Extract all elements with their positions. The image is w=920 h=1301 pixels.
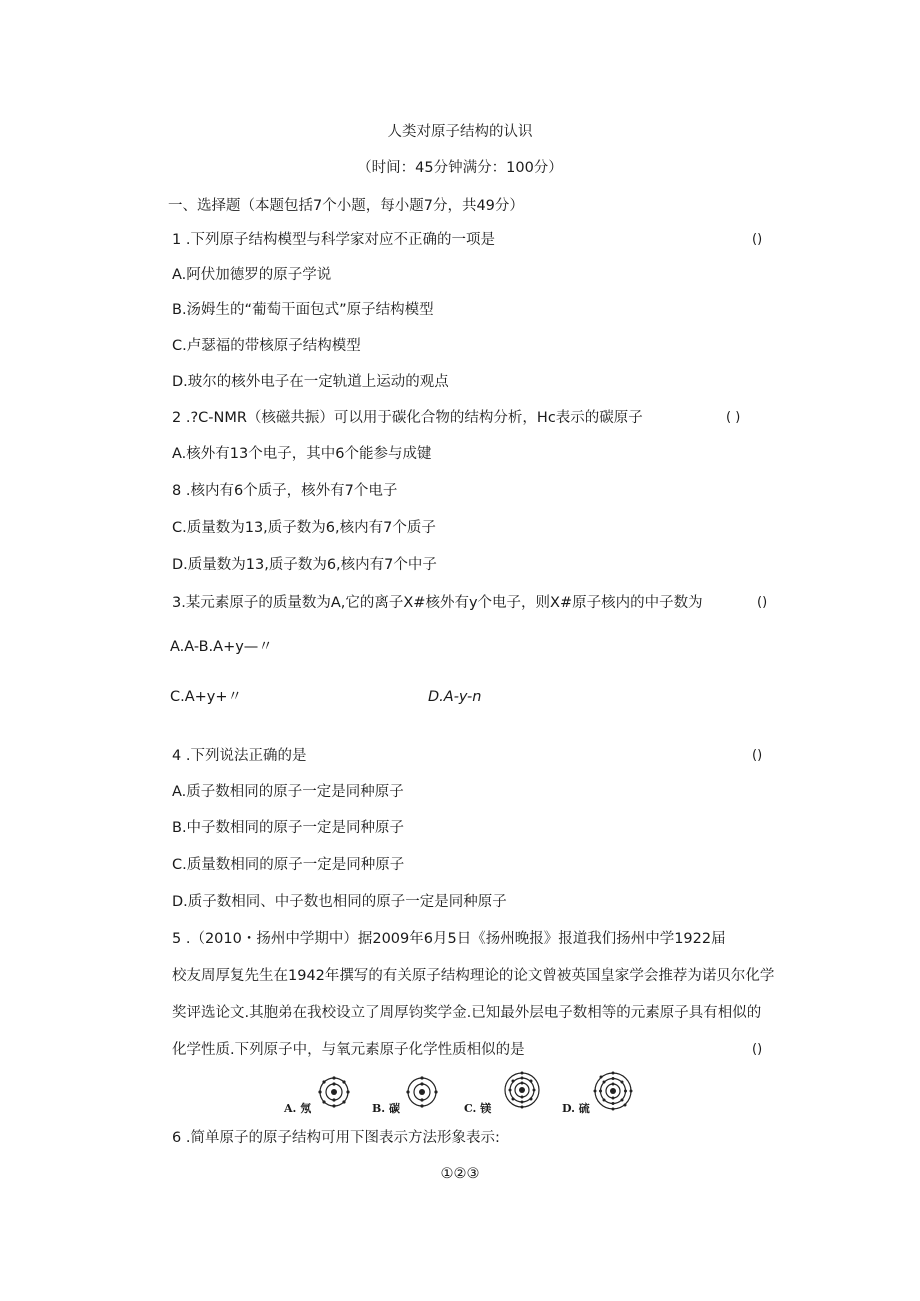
q3-option-d: D.A-y-n <box>428 689 482 705</box>
option-b-label: B. 碳 <box>372 1102 400 1115</box>
q2-option-d: D.质量数为13,质子数为6,核内有7个中子 <box>172 557 437 573</box>
q6-stem: 6 .简单原子的原子结构可用下图表示方法形象表示: <box>172 1130 500 1146</box>
q5-line-3: 奖评选论文.其胞弟在我校设立了周厚钧奖学金.已知最外层电子数相等的元素原子具有相似的 <box>172 1005 762 1021</box>
q5-answer-blank: () <box>752 1042 763 1057</box>
section-heading: 一、选择题（本题包括7个小题，每小题7分，共49分） <box>168 198 524 214</box>
atom-structure-figure <box>280 1072 640 1116</box>
q4-option-c: C.质量数相同的原子一定是同种原子 <box>172 857 405 873</box>
page-title: 人类对原子结构的认识 <box>387 124 533 140</box>
q5-line-2: 校友周厚复先生在1942年撰写的有关原子结构理论的论文曾被英国皇家学会推荐为诺贝尔化学 <box>172 968 775 984</box>
q1-option-c: C.卢瑟福的带核原子结构模型 <box>172 338 361 354</box>
page-subtitle: （时间：45分钟满分：100分） <box>357 160 563 176</box>
q4-stem: 4 .下列说法正确的是 <box>172 748 307 764</box>
q3-option-c: C.A+y+〃 <box>170 689 243 705</box>
option-d-label: D. 硫 <box>562 1102 590 1115</box>
q4-option-a: A.质子数相同的原子一定是同种原子 <box>172 784 404 800</box>
q2-answer-blank: ( ) <box>726 410 741 425</box>
q1-answer-blank: () <box>752 232 763 247</box>
q3-options-ab: A.A-B.A+y—〃 <box>170 639 273 655</box>
q1-stem: 1 .下列原子结构模型与科学家对应不正确的一项是 <box>172 232 495 248</box>
q3-answer-blank: () <box>757 595 768 610</box>
q1-option-d: D.玻尔的核外电子在一定轨道上运动的观点 <box>172 374 449 390</box>
q4-option-b: B.中子数相同的原子一定是同种原子 <box>172 820 405 836</box>
q1-option-a: A.阿伏加德罗的原子学说 <box>172 267 332 283</box>
q2-option-b: 8 .核内有6个质子，核外有7个电子 <box>172 483 398 499</box>
option-c-label: C. 镁 <box>464 1102 492 1115</box>
q4-option-d: D.质子数相同、中子数也相同的原子一定是同种原子 <box>172 894 507 910</box>
q2-option-c: C.质量数为13,质子数为6,核内有7个质子 <box>172 520 436 536</box>
q3-stem: 3.某元素原子的质量数为A,它的离子X#核外有y个电子，则X#原子核内的中子数为 <box>172 595 703 611</box>
sulfur-atom-diagram <box>590 1068 636 1114</box>
q6-figure-labels: ①②③ <box>440 1166 480 1182</box>
neon-atom-diagram <box>314 1072 354 1112</box>
option-a-label: A. 氖 <box>284 1102 312 1115</box>
q4-answer-blank: () <box>752 748 763 763</box>
q2-stem: 2 .?C-NMR（核磁共振）可以用于碳化合物的结构分析，Hc表示的碳原子 <box>172 410 643 426</box>
magnesium-atom-diagram <box>500 1068 544 1112</box>
q5-line-1: 5 .（2010・扬州中学期中）据2009年6月5日《扬州晚报》报道我们扬州中学1922届 <box>172 931 726 947</box>
carbon-atom-diagram <box>402 1072 442 1112</box>
q1-option-b: B.汤姆生的“葡萄干面包式”原子结构模型 <box>172 302 434 318</box>
q2-option-a: A.核外有13个电子，其中6个能参与成键 <box>172 446 432 462</box>
q5-line-4: 化学性质.下列原子中，与氧元素原子化学性质相似的是 <box>172 1042 525 1058</box>
